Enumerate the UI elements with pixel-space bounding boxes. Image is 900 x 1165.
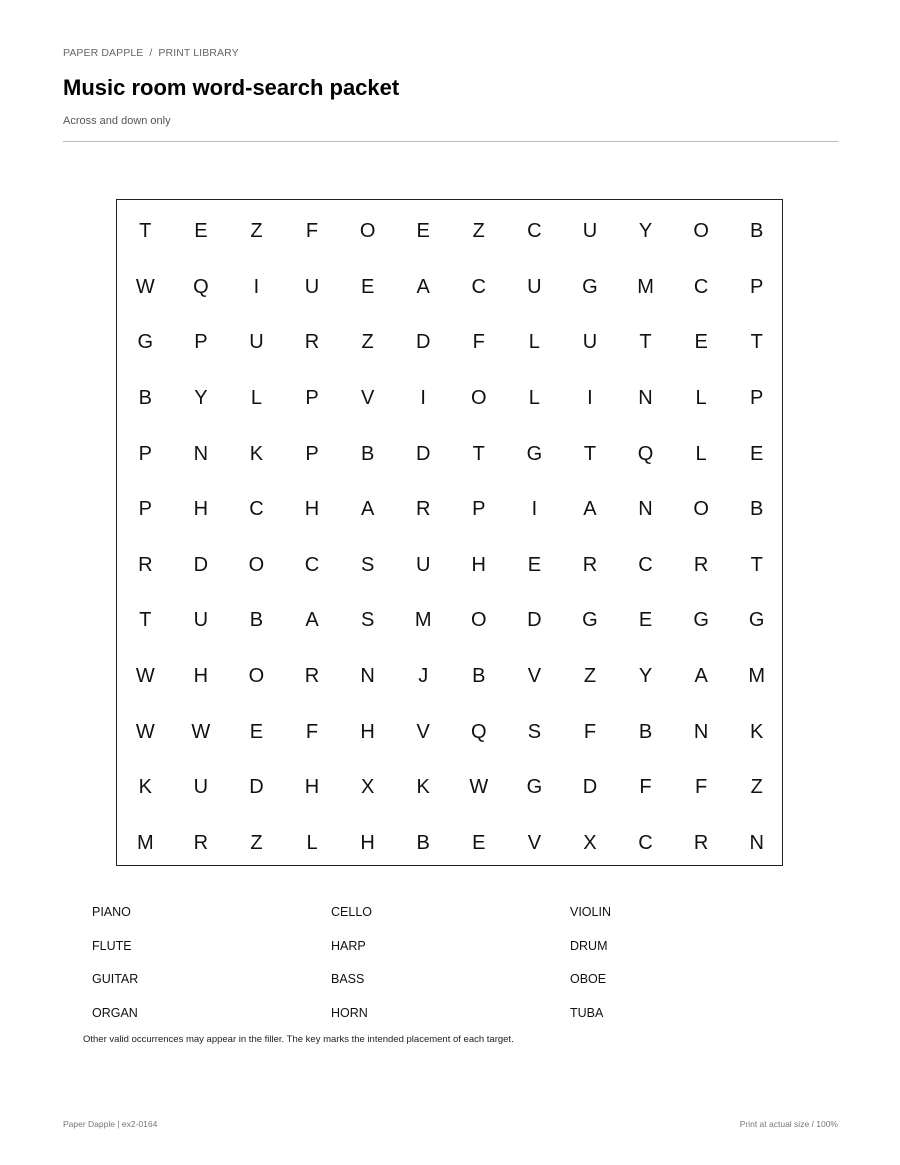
- grid-cell[interactable]: Y: [638, 665, 653, 688]
- filler-note: Other valid occurrences may appear in the filler. The key marks the intended placement of each target.: [83, 1034, 514, 1045]
- grid-cell[interactable]: T: [750, 331, 763, 354]
- grid-cell[interactable]: X: [360, 776, 375, 799]
- footer-id: Paper Dapple | ex2-0164: [63, 1119, 158, 1129]
- grid-cell[interactable]: C: [638, 553, 653, 576]
- word-list-item: CELLO: [331, 905, 372, 919]
- grid-cell[interactable]: R: [304, 665, 320, 688]
- grid-cell[interactable]: P: [138, 498, 152, 521]
- grid-cell[interactable]: W: [135, 665, 155, 688]
- word-list-item: OBOE: [570, 972, 607, 986]
- grid-cell[interactable]: X: [583, 831, 597, 854]
- grid-cell[interactable]: K: [138, 776, 152, 799]
- grid-cell[interactable]: C: [638, 831, 653, 854]
- grid-cell[interactable]: O: [248, 553, 265, 576]
- word-list-item: PIANO: [92, 905, 131, 919]
- grid-cell[interactable]: G: [137, 331, 154, 354]
- grid-cell[interactable]: B: [360, 442, 375, 465]
- grid-cell[interactable]: B: [750, 220, 764, 243]
- grid-cell[interactable]: Y: [194, 387, 208, 410]
- breadcrumb-separator: /: [149, 47, 153, 59]
- grid-cell[interactable]: L: [695, 442, 707, 465]
- grid-cell[interactable]: H: [360, 720, 375, 743]
- grid-cell[interactable]: C: [249, 498, 264, 521]
- grid-cell[interactable]: H: [193, 665, 209, 688]
- grid-cell[interactable]: A: [694, 665, 708, 688]
- word-list-item: FLUTE: [92, 938, 132, 953]
- grid-cell[interactable]: N: [749, 831, 764, 854]
- word-list-item: DRUM: [570, 938, 608, 953]
- grid-cell[interactable]: R: [304, 331, 320, 354]
- grid-cell[interactable]: Q: [471, 720, 487, 743]
- grid-cell[interactable]: T: [639, 331, 652, 354]
- grid-cell[interactable]: N: [693, 720, 709, 743]
- grid-cell[interactable]: W: [469, 776, 489, 799]
- grid-cell[interactable]: B: [750, 498, 764, 521]
- grid-cell[interactable]: F: [305, 220, 319, 243]
- grid-cell[interactable]: A: [305, 609, 319, 632]
- grid-cell[interactable]: U: [527, 275, 542, 298]
- grid-cell[interactable]: E: [194, 220, 208, 243]
- grid-cell[interactable]: H: [304, 498, 320, 521]
- grid-cell[interactable]: U: [193, 609, 209, 632]
- grid-cell[interactable]: D: [582, 776, 598, 799]
- grid-cell[interactable]: L: [528, 331, 540, 354]
- grid-cell[interactable]: C: [693, 275, 709, 298]
- grid-cell[interactable]: F: [583, 720, 597, 743]
- breadcrumb-site[interactable]: PAPER DAPPLE: [63, 47, 144, 59]
- grid-cell[interactable]: D: [415, 442, 431, 465]
- footer-print-hint: Print at actual size / 100%: [739, 1119, 838, 1129]
- grid-cell[interactable]: L: [528, 387, 540, 410]
- grid-cell[interactable]: Q: [637, 442, 654, 465]
- grid-cell[interactable]: Q: [193, 275, 209, 298]
- grid-cell[interactable]: R: [582, 553, 598, 576]
- word-list-item: HARP: [331, 938, 366, 953]
- grid-cell[interactable]: I: [253, 275, 260, 298]
- grid-cell[interactable]: D: [193, 553, 209, 576]
- word-list-item: BASS: [331, 972, 365, 986]
- grid-cell[interactable]: R: [693, 553, 709, 576]
- breadcrumb-section[interactable]: PRINT LIBRARY: [158, 47, 239, 59]
- grid-cell[interactable]: U: [304, 275, 320, 298]
- grid-cell[interactable]: R: [415, 498, 431, 521]
- grid-cell[interactable]: L: [306, 831, 318, 854]
- grid-cell[interactable]: L: [250, 387, 262, 410]
- grid-cell[interactable]: H: [360, 831, 375, 854]
- word-list-item: GUITAR: [92, 972, 139, 986]
- grid-cell[interactable]: G: [526, 776, 543, 799]
- grid-cell[interactable]: B: [472, 665, 486, 688]
- grid-cell[interactable]: E: [249, 720, 264, 743]
- grid-cell[interactable]: P: [194, 331, 208, 354]
- grid-cell[interactable]: G: [526, 442, 543, 465]
- grid-cell[interactable]: E: [416, 220, 430, 243]
- grid-cell[interactable]: M: [637, 275, 654, 298]
- grid-cell[interactable]: R: [193, 831, 209, 854]
- page-title: Music room word-search packet: [63, 75, 400, 100]
- word-list: [92, 904, 812, 1038]
- grid-cell[interactable]: M: [414, 609, 432, 632]
- grid-cell[interactable]: T: [139, 220, 152, 243]
- grid-cell[interactable]: W: [135, 275, 155, 298]
- grid-cell[interactable]: O: [471, 387, 487, 410]
- letter-grid: [117, 204, 784, 871]
- grid-cell[interactable]: C: [471, 275, 486, 298]
- grid-cell[interactable]: Z: [250, 831, 263, 854]
- grid-cell[interactable]: R: [693, 831, 709, 854]
- grid-cell[interactable]: P: [750, 387, 764, 410]
- grid-cell[interactable]: E: [750, 442, 764, 465]
- grid-cell[interactable]: V: [527, 831, 542, 854]
- grid-cell[interactable]: D: [249, 776, 264, 799]
- grid-cell[interactable]: W: [191, 720, 211, 743]
- grid-cell[interactable]: P: [138, 442, 152, 465]
- word-list-item: HORN: [331, 1005, 368, 1020]
- grid-cell[interactable]: O: [693, 498, 709, 521]
- grid-cell[interactable]: W: [135, 720, 155, 743]
- grid-cell[interactable]: E: [472, 831, 486, 854]
- grid-cell[interactable]: E: [638, 609, 653, 632]
- grid-cell[interactable]: O: [693, 220, 709, 243]
- grid-cell[interactable]: I: [420, 387, 426, 410]
- grid-cell[interactable]: B: [638, 720, 653, 743]
- grid-cell[interactable]: K: [750, 720, 764, 743]
- grid-cell[interactable]: K: [249, 442, 264, 465]
- grid-cell[interactable]: D: [527, 609, 542, 632]
- grid-cell[interactable]: Z: [583, 665, 597, 688]
- grid-cell[interactable]: N: [360, 665, 375, 688]
- grid-cell[interactable]: B: [249, 609, 264, 632]
- grid-cell[interactable]: F: [305, 720, 319, 743]
- grid-cell[interactable]: C: [527, 220, 542, 243]
- grid-cell[interactable]: U: [193, 776, 209, 799]
- grid-cell[interactable]: U: [249, 331, 264, 354]
- word-list-item: ORGAN: [92, 1005, 138, 1020]
- grid-cell[interactable]: R: [138, 553, 153, 576]
- grid-cell[interactable]: G: [748, 609, 765, 632]
- grid-cell[interactable]: E: [694, 331, 708, 354]
- grid-cell[interactable]: S: [527, 720, 542, 743]
- grid-cell[interactable]: Z: [250, 220, 263, 243]
- grid-cell[interactable]: S: [360, 609, 375, 632]
- page-subtitle: Across and down only: [63, 115, 171, 127]
- puzzle-grid-frame: [116, 199, 783, 866]
- grid-cell[interactable]: Z: [472, 220, 485, 243]
- grid-cell[interactable]: N: [638, 387, 653, 410]
- grid-cell[interactable]: G: [693, 609, 709, 632]
- grid-cell[interactable]: A: [416, 275, 430, 298]
- header-divider: [63, 141, 838, 142]
- grid-cell[interactable]: P: [305, 387, 319, 410]
- grid-cell[interactable]: S: [360, 553, 375, 576]
- grid-cell[interactable]: F: [695, 776, 708, 799]
- grid-cell[interactable]: P: [305, 442, 319, 465]
- grid-cell[interactable]: U: [582, 331, 598, 354]
- grid-cell[interactable]: T: [583, 442, 597, 465]
- grid-cell[interactable]: H: [304, 776, 320, 799]
- grid-cell[interactable]: Z: [750, 776, 763, 799]
- grid-cell[interactable]: H: [193, 498, 209, 521]
- grid-cell[interactable]: P: [750, 275, 764, 298]
- grid-cell[interactable]: T: [750, 553, 763, 576]
- grid-cell[interactable]: Z: [361, 331, 374, 354]
- grid-cell[interactable]: I: [587, 387, 593, 410]
- grid-cell[interactable]: O: [471, 609, 487, 632]
- word-list-item: VIOLIN: [570, 905, 611, 919]
- grid-cell[interactable]: B: [416, 831, 430, 854]
- grid-cell[interactable]: U: [582, 220, 598, 243]
- grid-cell[interactable]: V: [527, 665, 542, 688]
- grid-cell[interactable]: O: [359, 220, 376, 243]
- grid-cell[interactable]: V: [416, 720, 430, 743]
- grid-cell[interactable]: P: [472, 498, 486, 521]
- grid-cell[interactable]: O: [248, 665, 265, 688]
- grid-cell[interactable]: K: [416, 776, 430, 799]
- grid-cell[interactable]: I: [531, 498, 538, 521]
- grid-cell[interactable]: J: [418, 665, 429, 688]
- grid-cell[interactable]: A: [583, 498, 597, 521]
- grid-cell[interactable]: C: [304, 553, 320, 576]
- grid-cell[interactable]: T: [139, 609, 152, 632]
- word-list-item: TUBA: [570, 1005, 604, 1020]
- grid-cell[interactable]: G: [582, 275, 598, 298]
- grid-cell[interactable]: L: [695, 387, 707, 410]
- grid-cell[interactable]: E: [360, 275, 375, 298]
- grid-cell[interactable]: A: [360, 498, 375, 521]
- grid-cell[interactable]: B: [138, 387, 152, 410]
- grid-cell[interactable]: H: [471, 553, 486, 576]
- grid-cell[interactable]: E: [527, 553, 542, 576]
- grid-cell[interactable]: D: [415, 331, 431, 354]
- grid-cell[interactable]: V: [360, 387, 375, 410]
- grid-cell[interactable]: F: [472, 331, 485, 354]
- grid-cell[interactable]: F: [639, 776, 652, 799]
- grid-cell[interactable]: M: [748, 665, 766, 688]
- grid-cell[interactable]: N: [193, 442, 209, 465]
- breadcrumb: [63, 47, 239, 59]
- grid-cell[interactable]: M: [136, 831, 154, 854]
- grid-cell[interactable]: G: [582, 609, 598, 632]
- grid-cell[interactable]: Y: [638, 220, 653, 243]
- grid-cell[interactable]: U: [415, 553, 431, 576]
- grid-cell[interactable]: T: [472, 442, 485, 465]
- grid-cell[interactable]: N: [638, 498, 653, 521]
